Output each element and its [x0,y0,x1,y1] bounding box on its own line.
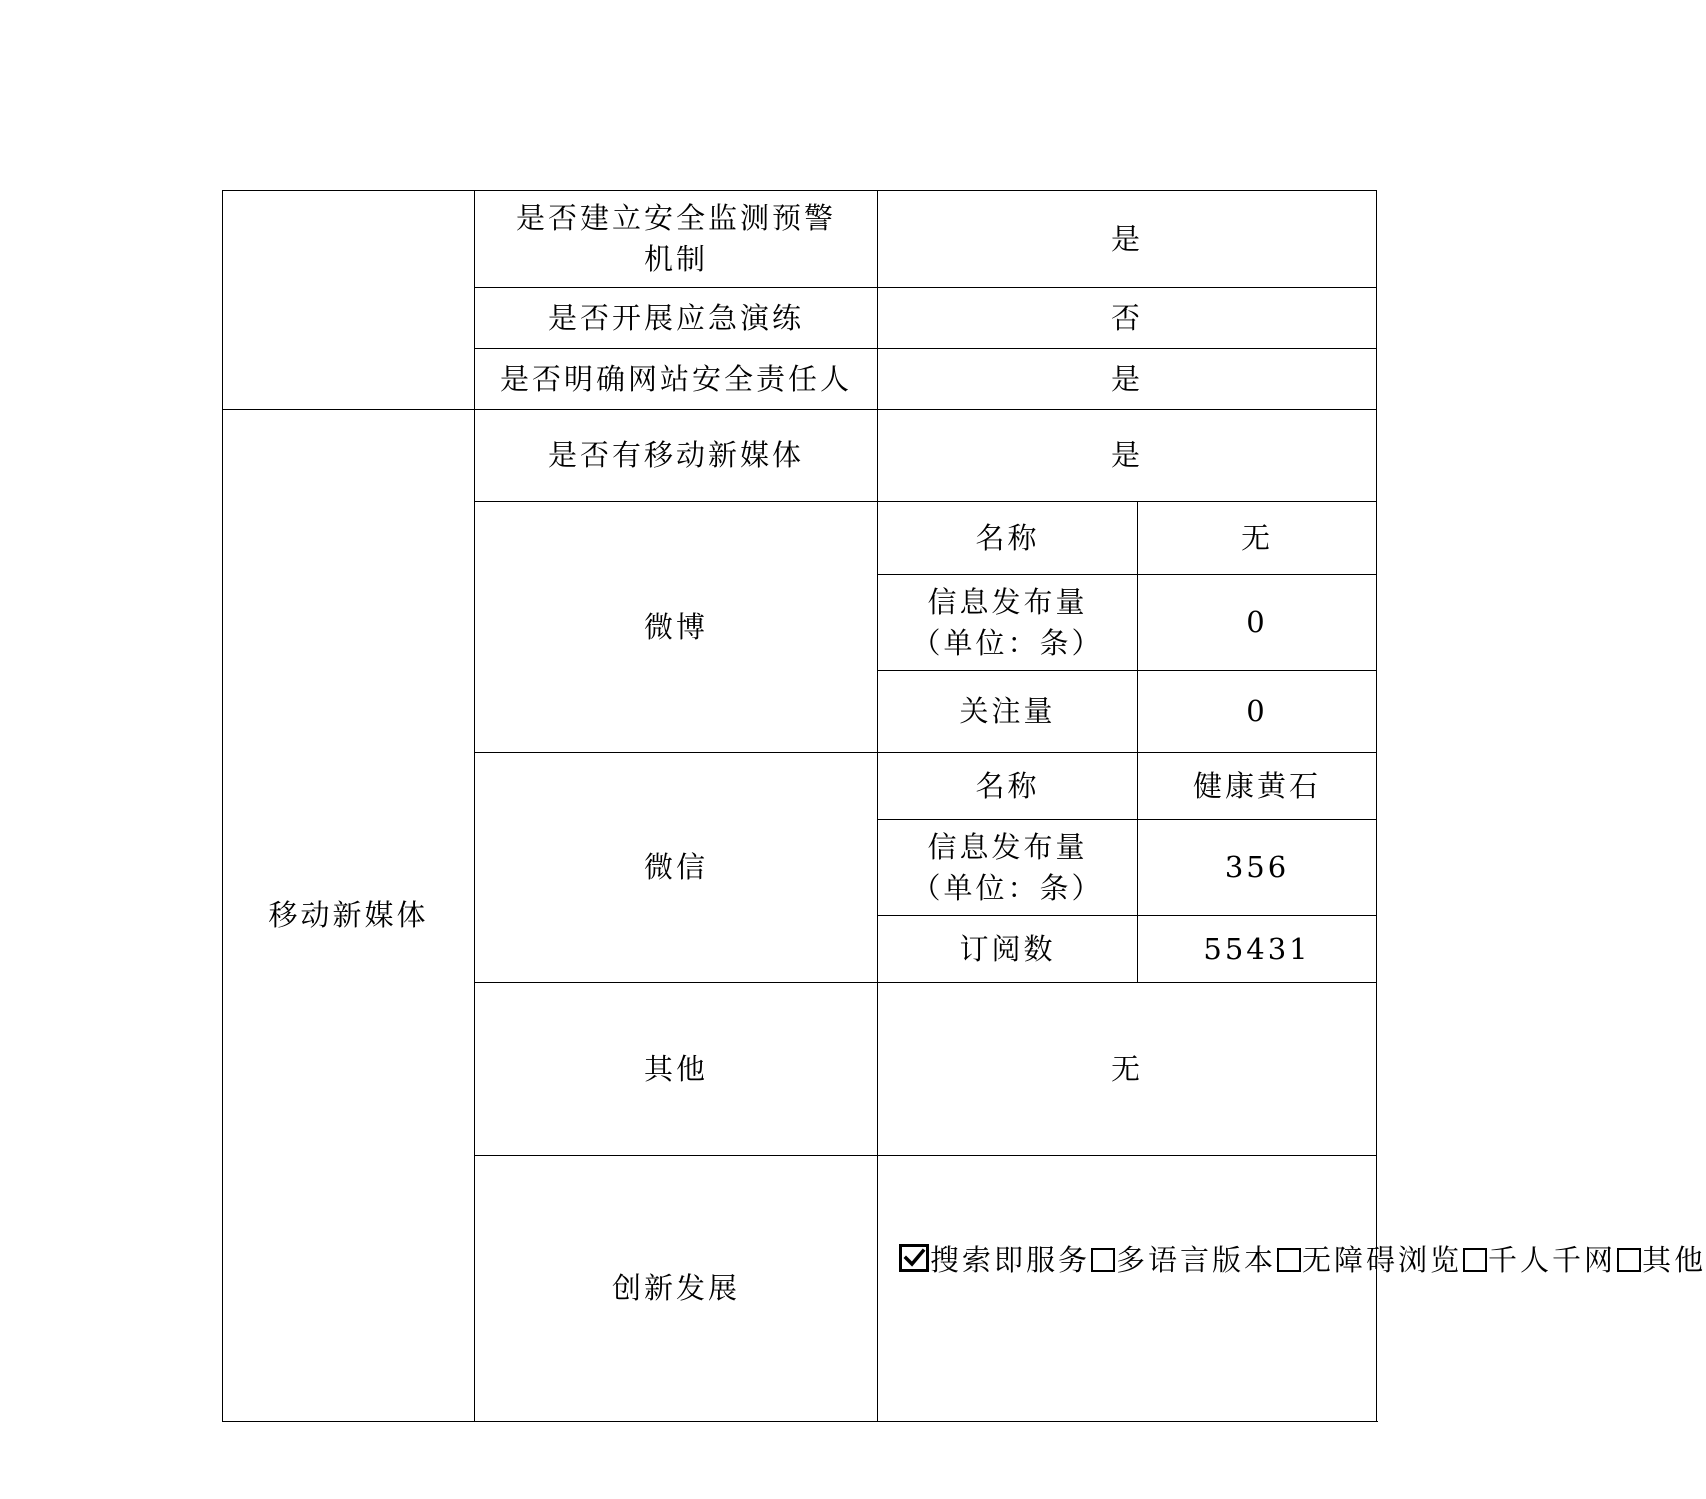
wechat-subscribers-label: 订阅数 [878,916,1138,983]
wechat-label: 微信 [475,753,878,983]
weibo-posts-value: 0 [1138,575,1377,671]
innovation-option-label: 无障碍浏览 [1302,1243,1463,1277]
table-row [223,191,1377,288]
weibo-followers-value: 0 [1138,671,1377,753]
empty-checkbox-icon[interactable] [1091,1248,1115,1272]
weibo-posts-label [878,575,1138,671]
innovation-option-label: 多语言版本 [1116,1243,1277,1277]
security-responsible-value: 是 [878,349,1377,410]
innovation-options-cell [878,1156,1706,1422]
wechat-posts-label-line1: 信息发布量 [927,829,1088,864]
mobile-media-section-label: 移动新媒体 [223,410,475,1422]
weibo-posts-label-line1: 信息发布量 [927,584,1088,619]
innovation-section-label: 创新发展 [475,1156,878,1422]
innovation-option-label: 搜索即服务 [930,1243,1091,1277]
empty-checkbox-icon[interactable] [1277,1248,1301,1272]
empty-checkbox-icon[interactable] [1463,1248,1487,1272]
weibo-name-value: 无 [1138,502,1377,575]
checkmark-icon [903,1248,925,1268]
emergency-drill-label: 是否开展应急演练 [475,288,878,349]
checked-checkbox-icon[interactable] [899,1244,929,1272]
weibo-label: 微博 [475,502,878,753]
weibo-posts-label-line2: （单位：条） [911,625,1104,660]
innovation-option-label: 千人千网 [1488,1243,1617,1277]
empty-checkbox-icon[interactable] [1617,1248,1641,1272]
website-annual-report-table [222,190,1706,1422]
innovation-options-line [898,1240,1706,1281]
wechat-posts-label [878,820,1138,916]
security-section-cell [223,191,475,410]
wechat-name-label: 名称 [878,753,1138,820]
other-media-label: 其他 [475,983,878,1156]
wechat-posts-value: 356 [1138,820,1377,916]
wechat-posts-label-line2: （单位：条） [911,870,1104,905]
innovation-option-label: 其他 [1642,1243,1706,1277]
monitoring-warning-label: 是否建立安全监测预警机制 [475,191,878,288]
monitoring-warning-value: 是 [878,191,1377,288]
has-mobile-media-value: 是 [878,410,1377,502]
emergency-drill-value: 否 [878,288,1377,349]
wechat-subscribers-value: 55431 [1138,916,1377,983]
security-responsible-label: 是否明确网站安全责任人 [475,349,878,410]
weibo-name-label: 名称 [878,502,1138,575]
weibo-followers-label: 关注量 [878,671,1138,753]
other-media-value: 无 [878,983,1377,1156]
wechat-name-value: 健康黄石 [1138,753,1377,820]
table-row [223,410,1377,502]
has-mobile-media-label: 是否有移动新媒体 [475,410,878,502]
